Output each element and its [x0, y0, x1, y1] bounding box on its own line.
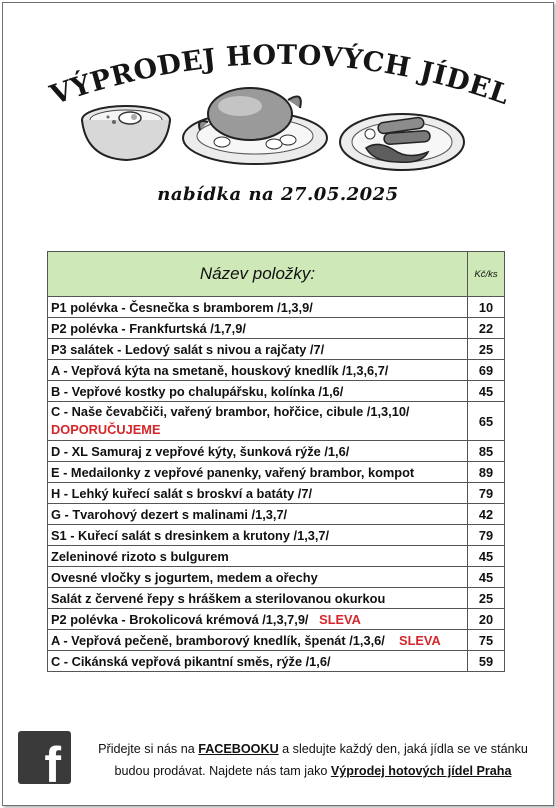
- table-row: [48, 339, 505, 360]
- item-price: 45: [468, 546, 505, 567]
- item-price: 79: [468, 483, 505, 504]
- item-name: A - Vepřová kýta na smetaně, houskový knedlík /1,3,6,7/: [48, 360, 468, 381]
- menu-table: [47, 251, 505, 672]
- sausage-plate-illustration: [338, 104, 466, 174]
- offer-date: nabídka na 27.05.2025: [157, 184, 399, 205]
- footer-line2-prefix: budou prodávat. Najdete nás tam jako: [114, 764, 331, 778]
- item-price: 65: [468, 402, 505, 441]
- item-name: E - Medailonky z vepřové panenky, vařený brambor, kompot: [48, 462, 468, 483]
- table-row: [48, 609, 505, 630]
- facebook-link[interactable]: FACEBOOKU: [198, 742, 279, 756]
- table-row: [48, 525, 505, 546]
- item-name-cell: [48, 402, 468, 441]
- item-name: H - Lehký kuřecí salát s broskví a batáty /7/: [48, 483, 468, 504]
- item-name: A - Vepřová pečeně, bramborový knedlík, špenát /1,3,6/: [51, 632, 385, 648]
- footer-text: [88, 738, 538, 782]
- table-row: [48, 546, 505, 567]
- page-title: VÝPRODEJ HOTOVÝCH JÍDEL: [46, 39, 514, 110]
- item-name: Ovesné vločky s jogurtem, medem a ořechy: [48, 567, 468, 588]
- table-row: [48, 360, 505, 381]
- table-row: [48, 630, 505, 651]
- item-name: G - Tvarohový dezert s malinami /1,3,7/: [48, 504, 468, 525]
- item-price: 45: [468, 567, 505, 588]
- item-name: Zeleninové rizoto s bulgurem: [48, 546, 468, 567]
- table-row: [48, 381, 505, 402]
- facebook-page-name[interactable]: Výprodej hotových jídel Praha: [330, 764, 512, 778]
- table-header-row: [48, 252, 505, 297]
- item-name: P2 polévka - Frankfurtská /1,7,9/: [48, 318, 468, 339]
- item-price: 59: [468, 651, 505, 672]
- item-price: 75: [468, 630, 505, 651]
- table-row: [48, 402, 505, 441]
- item-price: 85: [468, 441, 505, 462]
- item-name: P1 polévka - Česnečka s bramborem /1,3,9/: [48, 297, 468, 318]
- item-name: P3 salátek - Ledový salát s nivou a rajčaty /7/: [48, 339, 468, 360]
- item-name: C - Naše čevabčiči, vařený brambor, hořčice, cibule /1,3,10/: [51, 404, 410, 419]
- table-row: [48, 462, 505, 483]
- table-row: [48, 483, 505, 504]
- footer-line1-prefix: Přidejte si nás na: [98, 742, 199, 756]
- item-name-cell: [48, 609, 468, 630]
- table-row: [48, 297, 505, 318]
- roast-chicken-plate-illustration: [180, 78, 330, 168]
- item-name: S1 - Kuřecí salát s dresinkem a krutony /1,3,7/: [48, 525, 468, 546]
- table-row: [48, 441, 505, 462]
- facebook-logo-letter: f: [44, 737, 61, 793]
- item-price: 10: [468, 297, 505, 318]
- item-price: 22: [468, 318, 505, 339]
- item-name: P2 polévka - Brokolicová krémová /1,3,7,9/: [51, 611, 309, 627]
- item-price: 69: [468, 360, 505, 381]
- item-price: 45: [468, 381, 505, 402]
- item-name: C - Cikánská vepřová pikantní směs, rýže /1,6/: [48, 651, 468, 672]
- column-header-price: Kč/ks: [468, 252, 505, 297]
- table-row: [48, 651, 505, 672]
- facebook-icon[interactable]: [18, 731, 71, 793]
- item-price: 20: [468, 609, 505, 630]
- item-name: B - Vepřové kostky po chalupářsku, kolínka /1,6/: [48, 381, 468, 402]
- item-name: D - XL Samuraj z vepřové kýty, šunková rýže /1,6/: [48, 441, 468, 462]
- item-name: Salát z červené řepy s hráškem a sterilovanou okurkou: [48, 588, 468, 609]
- item-price: 25: [468, 339, 505, 360]
- item-price: 79: [468, 525, 505, 546]
- recommend-note: DOPORUČUJEME: [51, 422, 161, 437]
- item-name-cell: [48, 630, 468, 651]
- item-price: 42: [468, 504, 505, 525]
- table-row: [48, 318, 505, 339]
- discount-badge: SLEVA: [399, 632, 441, 648]
- footer-line1-suffix: a sledujte každý den, jaká jídla se ve stánku: [278, 742, 528, 756]
- table-row: [48, 567, 505, 588]
- table-row: [48, 588, 505, 609]
- item-price: 89: [468, 462, 505, 483]
- column-header-name: Název položky:: [48, 252, 468, 297]
- table-row: [48, 504, 505, 525]
- item-price: 25: [468, 588, 505, 609]
- discount-badge: SLEVA: [319, 611, 361, 627]
- soup-bowl-illustration: [78, 100, 174, 166]
